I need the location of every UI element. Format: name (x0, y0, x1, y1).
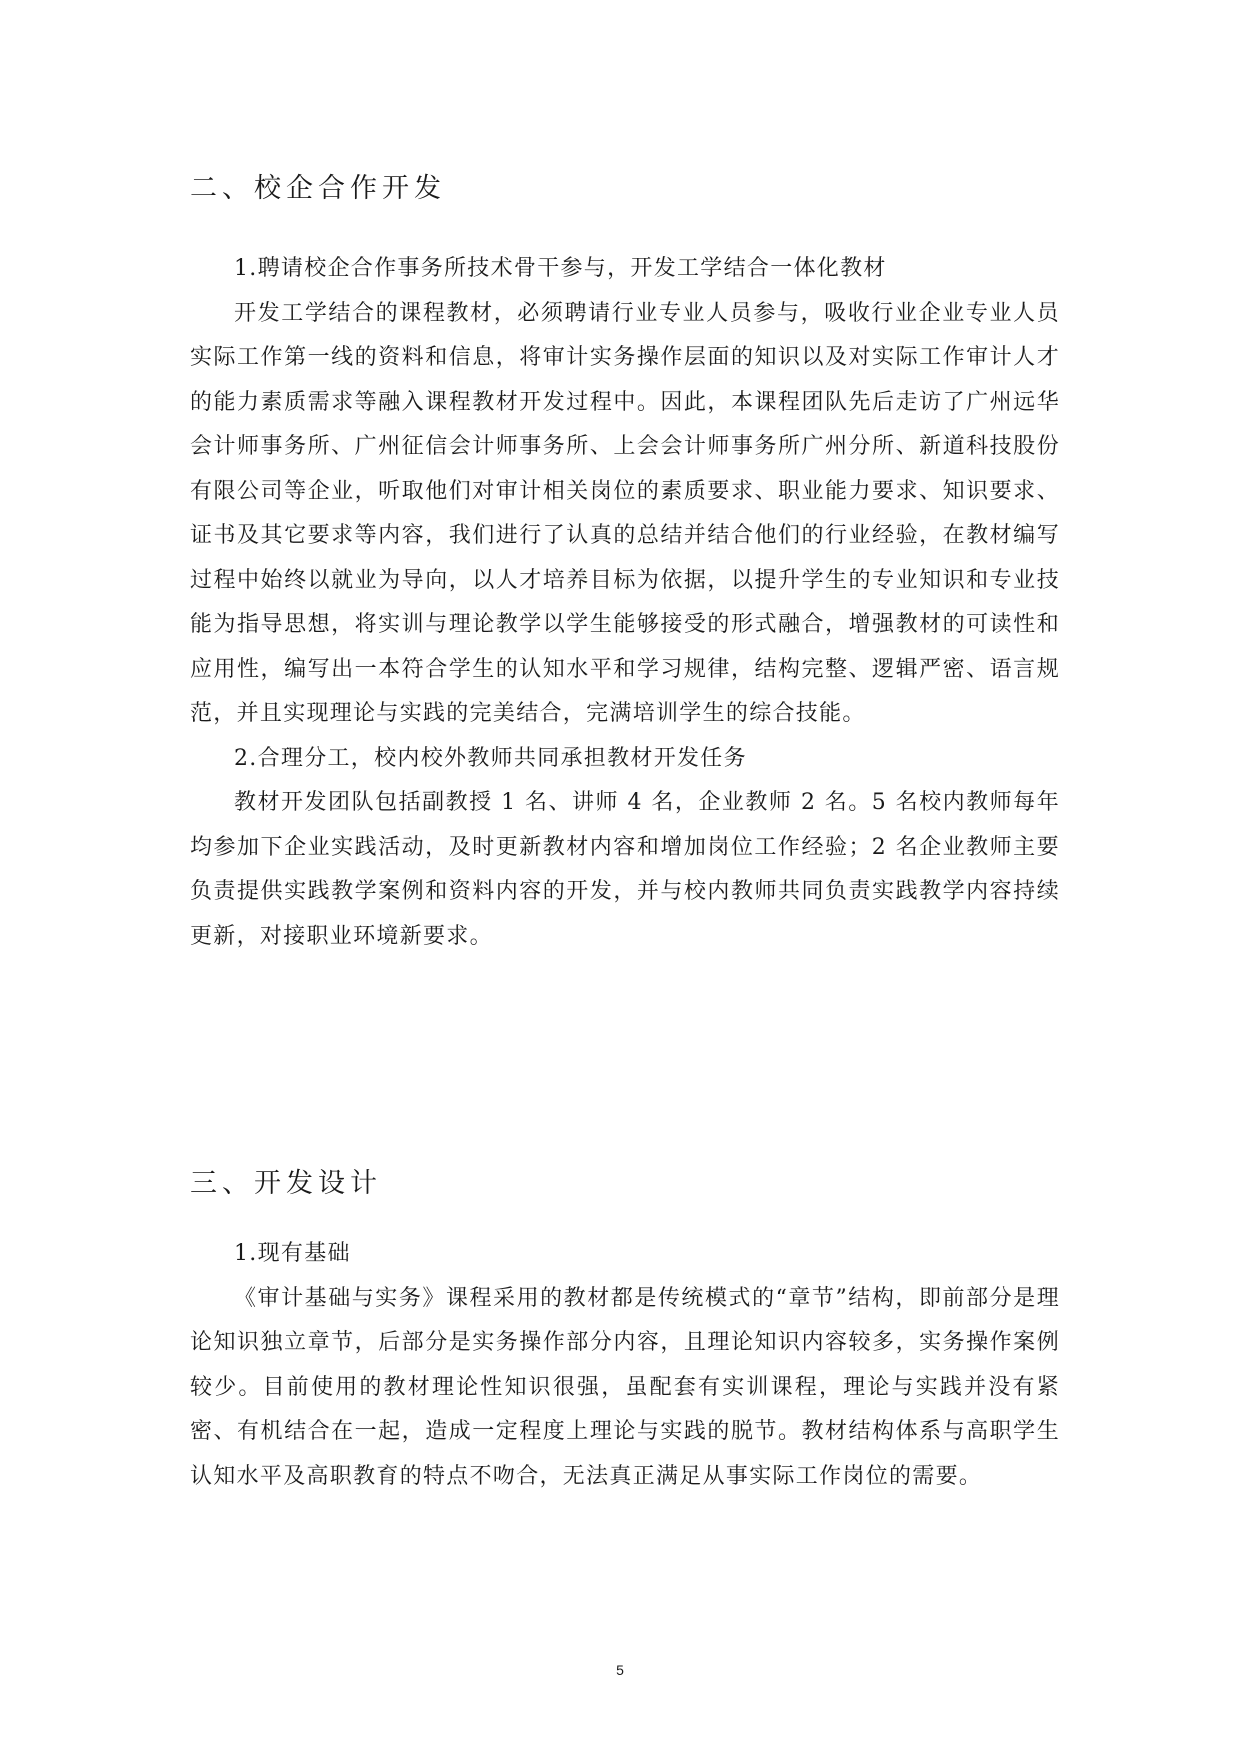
subheading-division-of-labor: 2.合理分工，校内校外教师共同承担教材开发任务 (234, 745, 747, 771)
section-heading-school-enterprise: 二、校企合作开发 (190, 173, 446, 204)
paragraph-hire-experts: 开发工学结合的课程教材，必须聘请行业专业人员参与，吸收行业企业专业人员实际工作第一线的资料和信息，将审计实务操作层面的知识以及对实际工作审计人才的能力素质需求等融入课程教材开发过程中。因此，本课程团队先后走访了广州远华会计师事务所、广州征信会计师事务所、上会会计师事务所广州分所、新道科技股份有限公司等企业，听取他们对审计相关岗位的素质要求、职业能力要求、知识要求、证书及其它要求等内容，我们进行了认真的总结并结合他们的行业经验，在教材编写过程中始终以就业为导向，以人才培养目标为依据，以提升学生的专业知识和专业技能为指导思想，将实训与理论教学以学生能够接受的形式融合，增强教材的可读性和应用性，编写出一本符合学生的认知水平和学习规律，结构完整、逻辑严密、语言规范，并且实现理论与实践的完美结合，完满培训学生的综合技能。 (190, 300, 1060, 726)
subheading-hire-experts: 1.聘请校企合作事务所技术骨干参与，开发工学结合一体化教材 (234, 256, 887, 281)
paragraph-division-of-labor: 教材开发团队包括副教授 1 名、讲师 4 名，企业教师 2 名。5 名校内教师每年均参加下企业实践活动，及时更新教材内容和增加岗位工作经验；2 名企业教师主要负责提供实践教学案例和资料内容的开发，并与校内教师共同负责实践教学内容持续更新，对接职业环境新要求。 (190, 790, 1060, 949)
subheading-existing-basis: 1.现有基础 (234, 1241, 351, 1266)
section-heading-development-design: 三、开发设计 (190, 1168, 382, 1199)
section-body-development-design (190, 1232, 1060, 1499)
page-number: 5 (616, 1662, 624, 1678)
paragraph-existing-basis: 《审计基础与实务》课程采用的教材都是传统模式的“章节”结构，即前部分是理论知识独立章节，后部分是实务操作部分内容，且理论知识内容较多，实务操作案例较少。目前使用的教材理论性知识很强，虽配套有实训课程，理论与实践并没有紧密、有机结合在一起，造成一定程度上理论与实践的脱节。教材结构体系与高职学生认知水平及高职教育的特点不吻合，无法真正满足从事实际工作岗位的需要。 (190, 1285, 1060, 1489)
section-body-school-enterprise (190, 247, 1060, 959)
